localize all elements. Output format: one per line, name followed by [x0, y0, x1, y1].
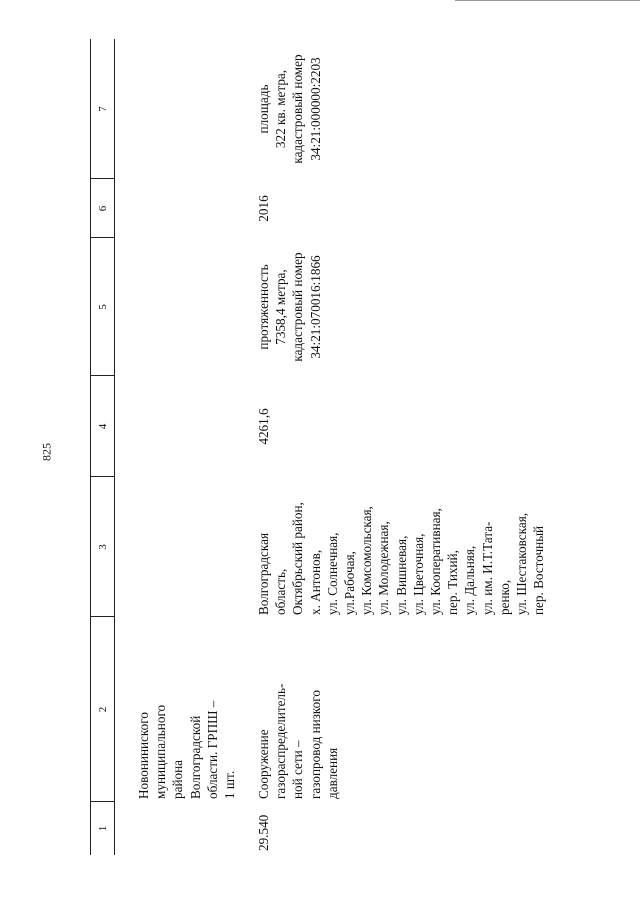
top-edge-line [455, 0, 640, 1]
header-col-4: 4 [96, 423, 109, 430]
header-col-3: 3 [96, 544, 109, 550]
area-and-cadastral: площадь 322 кв. метра, кадастровый номер 34:21:000000:2203 [256, 54, 323, 164]
rotated-table [90, 39, 547, 855]
page-number: 825 [39, 443, 54, 461]
continuation-col-2: Новониниского муниципального района Волгоградской области. ГРПШ – 1 шт. [136, 700, 238, 799]
length-and-cadastral: протяженность 7358,4 метра, кадастровый номер 34:21:070016:1866 [256, 252, 323, 362]
year: 2016 [256, 195, 271, 222]
object-address: Волгоградская область, Октябрьский район, х. Антонов, ул. Солнечная, ул.Рабочая, ул. Комсомольская, ул. Молодежная, ул. Вишневая, ул. Цветочная, ул. Кооперативная, пер. Тихий, ул. Дальняя, ул. им. И.Т.Тата- ренко, ул. Шестаковская, пер. Восточный [256, 502, 547, 615]
object-name: Сооружение газораспределитель- ной сети – газопровод низкого давления [256, 683, 340, 799]
cost-value: 4261,6 [256, 408, 271, 445]
header-col-7: 7 [96, 106, 109, 112]
header-col-2: 2 [96, 706, 109, 713]
header-col-6: 6 [96, 205, 109, 212]
row-number: 29.540 [256, 814, 271, 851]
table-header-row [90, 39, 115, 855]
header-col-1: 1 [96, 825, 109, 832]
header-col-5: 5 [96, 304, 109, 310]
